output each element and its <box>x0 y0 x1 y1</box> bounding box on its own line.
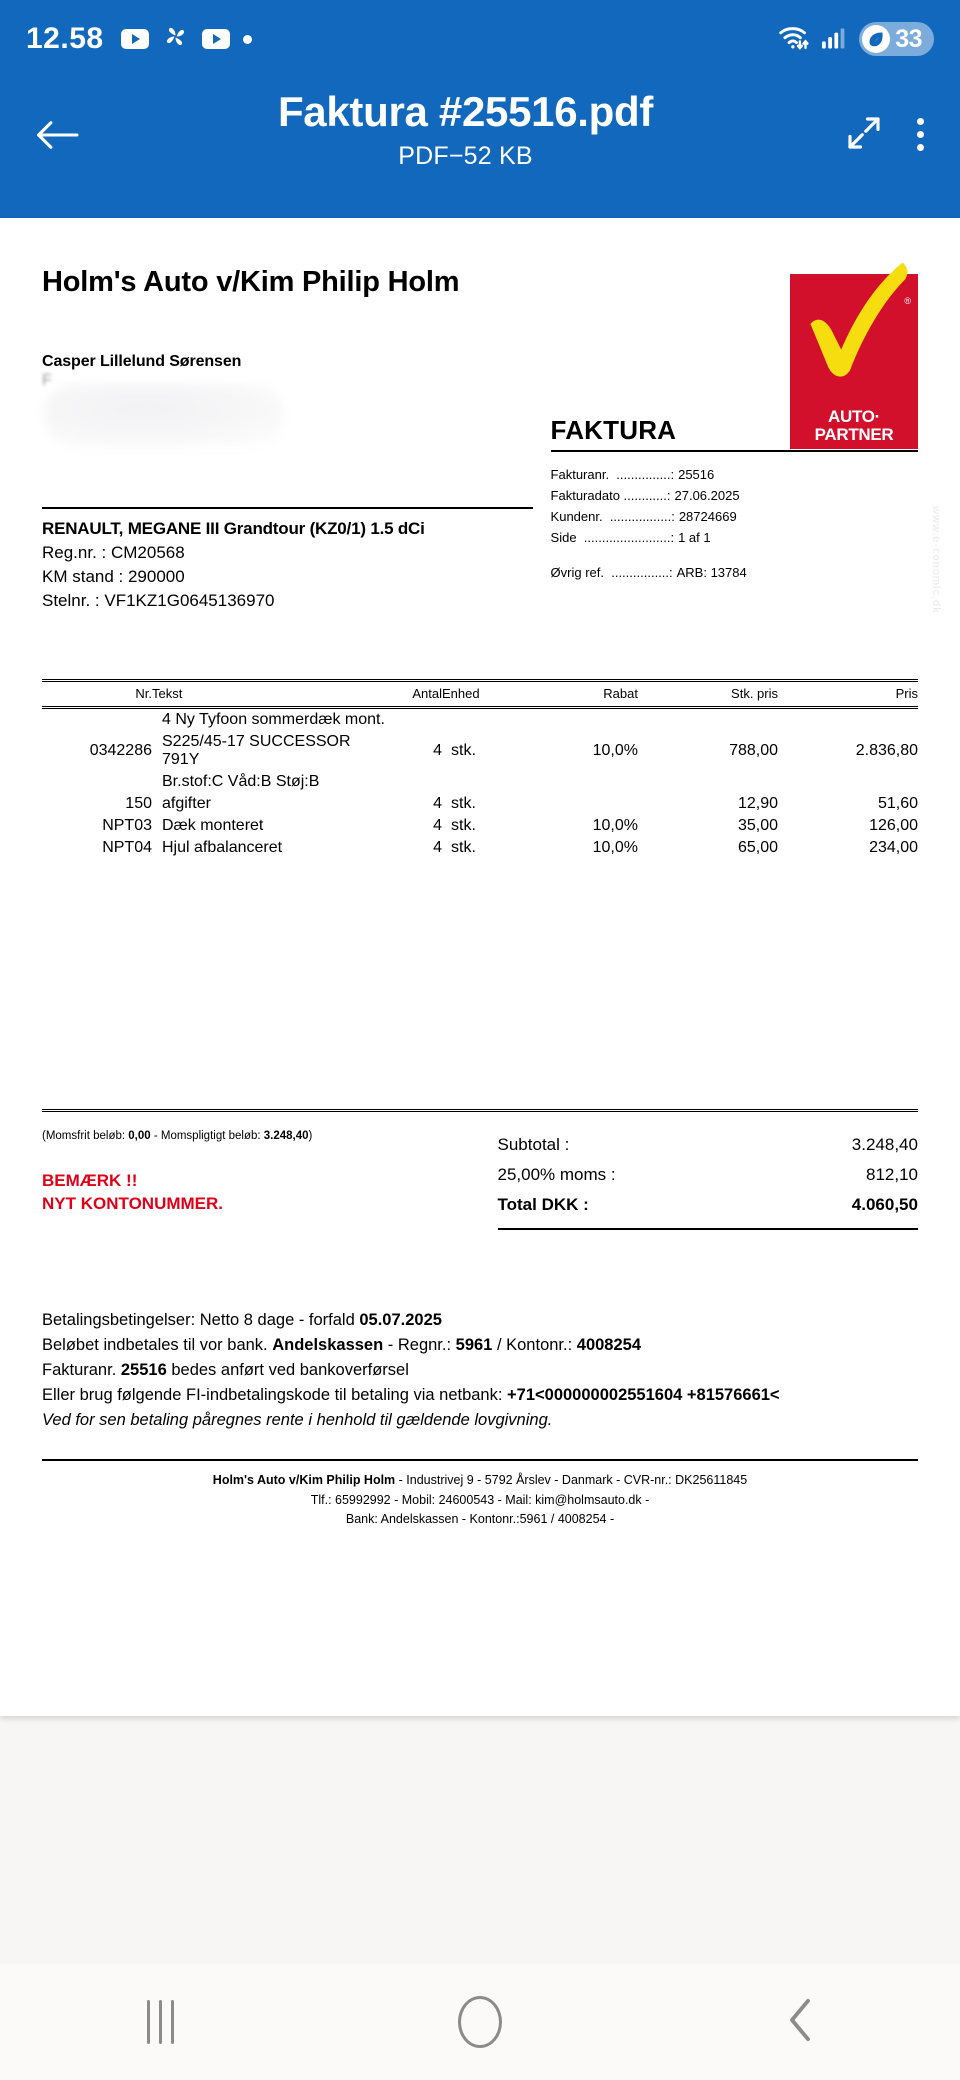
footer-company: Holm's Auto v/Kim Philip Holm <box>212 1473 396 1488</box>
table-row <box>42 771 918 793</box>
vat-note-suffix: ) <box>308 1130 313 1142</box>
meta-value: 25516 <box>678 467 715 482</box>
meta-value: 27.06.2025 <box>674 488 740 504</box>
cell-tekst: Br.stof:C Våd:B Støj:B <box>162 773 320 790</box>
cell-antal: 4 <box>433 839 442 856</box>
table-row <box>42 793 918 815</box>
watermark-text: www.e-conomic.dk <box>930 506 942 614</box>
terms-ficode-value: +71<000000002551604 +81576661< <box>507 1386 780 1405</box>
cell-tekst: Dæk monteret <box>162 817 264 834</box>
meta-value: 1 af 1 <box>678 530 711 546</box>
table-row <box>42 731 918 771</box>
logo-line1: AUTO· <box>827 407 880 427</box>
meta-value: 28724669 <box>678 509 737 525</box>
title-block <box>88 86 843 171</box>
table-group-heading-row <box>42 708 918 732</box>
recents-button[interactable] <box>100 1964 220 2080</box>
vehicle-km: KM stand : 290000 <box>42 567 185 586</box>
meta-label: Kundenr. .................: <box>550 509 675 525</box>
vat-value: 812,10 <box>865 1165 918 1184</box>
document-footer <box>42 1461 918 1529</box>
vat-note-prefix: (Momsfrit beløb: <box>42 1130 129 1142</box>
vehicle-regnr: Reg.nr. : CM20568 <box>42 543 185 562</box>
vehicle-vin: Stelnr. : VF1KZ1G0645136970 <box>42 591 275 610</box>
cell-stk-pris <box>638 771 778 793</box>
cell-nr: 150 <box>125 795 152 812</box>
cell-tekst: S225/45-17 SUCCESSOR 791Y <box>162 733 351 768</box>
totals-left <box>42 1130 498 1230</box>
terms-line-due <box>42 1308 918 1333</box>
col-antal: Antal <box>372 681 442 708</box>
meta-row <box>551 485 918 506</box>
group-heading-text: 4 Ny Tyfoon sommerdæk mont. <box>162 711 385 728</box>
vehicle-title: RENAULT, MEGANE III Grandtour (KZ0/1) 1.5 dCi <box>42 519 425 538</box>
meta-label: Fakturadato ............: <box>550 488 671 504</box>
cell-stk-pris: 12,90 <box>737 795 778 812</box>
invoice-document <box>42 266 942 1530</box>
autopartner-logo <box>790 274 918 449</box>
cell-stk-pris: 65,00 <box>737 839 778 856</box>
invoice-heading-divider <box>551 450 918 452</box>
cell-nr <box>42 771 152 793</box>
vat-row <box>498 1160 918 1190</box>
col-nr: Nr. <box>42 681 152 708</box>
back-button[interactable] <box>26 86 88 152</box>
vat-taxable-amount: 3.248,40 <box>263 1130 309 1142</box>
meta-label: Fakturanr. ...............: <box>550 467 675 482</box>
cell-rabat <box>518 793 638 815</box>
total-row <box>498 1190 918 1220</box>
cell-enhed: stk. <box>451 742 476 759</box>
terms-bank-name: Andelskassen <box>272 1336 384 1355</box>
total-value: 4.060,50 <box>851 1195 918 1214</box>
cell-nr: NPT03 <box>102 817 152 834</box>
power-saving-leaf-icon <box>862 25 890 53</box>
meta-row <box>551 464 918 485</box>
cell-antal: 4 <box>433 742 442 759</box>
vat-label: 25,00% moms : <box>497 1165 616 1184</box>
recents-icon <box>147 2000 174 2044</box>
cell-enhed: stk. <box>451 795 476 812</box>
totals-divider <box>498 1228 918 1230</box>
terms-line-bank <box>42 1333 918 1358</box>
terms-regnr-label: - Regnr.: <box>383 1336 456 1355</box>
meta-row <box>551 506 918 527</box>
checkmark-icon <box>790 260 918 388</box>
terms-invref-number: 25516 <box>120 1361 167 1380</box>
registered-mark-icon: ® <box>904 296 911 306</box>
cell-nr: NPT04 <box>102 839 152 856</box>
status-notification-icons <box>121 23 252 55</box>
vat-exempt-amount: 0,00 <box>128 1130 151 1142</box>
status-system-icons <box>777 22 934 56</box>
meta-row <box>551 527 918 548</box>
cell-enhed: stk. <box>451 817 476 834</box>
terms-bank-prefix: Beløbet indbetales til vor bank. <box>42 1336 273 1355</box>
cell-pris: 234,00 <box>869 839 918 856</box>
expand-icon[interactable] <box>843 112 885 154</box>
cell-rabat: 10,0% <box>592 839 638 856</box>
meta-value: ARB: 13784 <box>676 565 747 581</box>
totals-right <box>498 1130 918 1230</box>
redaction-overlay <box>44 384 284 446</box>
meta-row-extra <box>551 562 918 583</box>
cell-pris: 126,00 <box>869 817 918 834</box>
terms-line-invoiceref <box>42 1358 918 1383</box>
subtotal-value: 3.248,40 <box>851 1135 918 1154</box>
subtotal-row <box>498 1130 918 1160</box>
youtube-icon <box>121 29 149 49</box>
col-enhed: Enhed <box>442 681 518 708</box>
cell-tekst: afgifter <box>162 795 211 812</box>
footer-line2: Tlf.: 65992992 - Mobil: 24600543 - Mail: kim@holmsauto.dk - <box>310 1492 650 1507</box>
cell-stk-pris: 788,00 <box>729 742 778 759</box>
pdf-page[interactable] <box>0 218 960 1716</box>
cell-antal: 4 <box>433 817 442 834</box>
total-label: Total DKK : <box>497 1195 589 1214</box>
table-row <box>42 815 918 837</box>
table-body <box>42 708 918 860</box>
table-row <box>42 837 918 859</box>
cell-pris <box>778 771 918 793</box>
home-button[interactable] <box>420 1964 540 2080</box>
company-name: Holm's Auto v/Kim Philip Holm <box>42 266 460 298</box>
table-head <box>42 681 918 708</box>
status-time: 12.58 <box>26 22 104 55</box>
home-icon <box>458 1996 502 2048</box>
notice-line1: BEMÆRK !! <box>42 1171 138 1190</box>
line-items-section <box>42 679 918 859</box>
youtube-icon <box>202 29 230 49</box>
col-stk-pris: Stk. pris <box>638 681 778 708</box>
terms-due-date: 05.07.2025 <box>359 1311 442 1329</box>
terms-regnr: 5961 <box>455 1336 493 1355</box>
cell-enhed: stk. <box>451 839 476 856</box>
terms-line-ficode <box>42 1383 918 1408</box>
terms-konto-label: / Kontonr.: <box>492 1336 577 1355</box>
footer-address: - Industrivej 9 - 5792 Årslev - Danmark - CVR-nr.: DK25611845 <box>395 1473 748 1488</box>
terms-due-text: Betalingsbetingelser: Netto 8 dage - forfald <box>42 1311 360 1329</box>
col-pris: Pris <box>778 681 918 708</box>
battery-indicator <box>859 22 934 56</box>
terms-invref-prefix: Fakturanr. <box>42 1361 121 1380</box>
payment-terms <box>42 1308 918 1433</box>
cell-nr: 0342286 <box>89 742 152 759</box>
wifi-icon <box>777 23 811 56</box>
cell-tekst: Hjul afbalanceret <box>162 839 283 856</box>
footer-line3: Bank: Andelskassen - Kontonr.:5961 / 4008254 - <box>345 1512 615 1527</box>
col-rabat: Rabat <box>518 681 638 708</box>
dot-icon <box>243 35 252 44</box>
line-items-table <box>42 679 918 859</box>
back-chevron-icon <box>783 1996 817 2049</box>
customer-address-redacted: F <box>42 372 52 389</box>
cell-rabat: 10,0% <box>592 742 638 759</box>
totals-section <box>42 1109 918 1230</box>
back-nav-button[interactable] <box>740 1964 860 2080</box>
cell-antal <box>372 771 442 793</box>
vehicle-block <box>42 507 533 611</box>
navigation-bar <box>0 1964 960 2080</box>
cell-rabat: 10,0% <box>592 817 638 834</box>
file-title: Faktura #25516.pdf <box>277 88 654 135</box>
app-bar-actions <box>843 86 934 157</box>
terms-line-interest: Ved for sen betaling påregnes rente i henhold til gældende lovgivning. <box>42 1411 553 1430</box>
notice-line2: NYT KONTONUMMER. <box>42 1193 224 1213</box>
col-tekst: Tekst <box>152 681 372 708</box>
cell-antal: 4 <box>433 795 442 812</box>
more-options-icon[interactable] <box>907 112 934 157</box>
subtotal-label: Subtotal : <box>497 1135 570 1154</box>
meta-gap <box>551 548 918 562</box>
cell-rabat <box>518 771 638 793</box>
terms-kontonr: 4008254 <box>576 1336 642 1355</box>
cell-enhed <box>442 771 518 793</box>
invoice-heading: FAKTURA <box>550 415 677 445</box>
account-change-notice <box>42 1170 498 1216</box>
app-bar <box>0 78 960 218</box>
vat-note <box>42 1130 498 1142</box>
cell-stk-pris: 35,00 <box>737 817 778 834</box>
footer-line1 <box>42 1471 918 1490</box>
cell-pris: 51,60 <box>877 795 918 812</box>
meta-label: Side ........................: <box>550 530 675 546</box>
customer-name: Casper Lillelund Sørensen <box>42 353 242 370</box>
logo-line2: PARTNER <box>814 424 894 444</box>
terms-ficode-label: Eller brug følgende FI-indbetalingskode til betaling via netbank: <box>42 1386 508 1405</box>
status-bar <box>0 0 960 78</box>
vehicle-divider <box>42 507 533 509</box>
vat-note-middle: - Momspligtigt beløb: <box>150 1130 264 1142</box>
signal-icon <box>822 25 848 54</box>
meta-label: Øvrig ref. ................: <box>550 565 673 581</box>
cell-pris: 2.836,80 <box>855 742 918 759</box>
table-header-row <box>42 681 918 708</box>
battery-percentage: 33 <box>895 24 922 53</box>
file-subtitle: PDF−52 KB <box>398 142 533 171</box>
terms-invref-suffix: bedes anført ved bankoverførsel <box>166 1361 409 1380</box>
pinwheel-icon <box>162 23 189 55</box>
